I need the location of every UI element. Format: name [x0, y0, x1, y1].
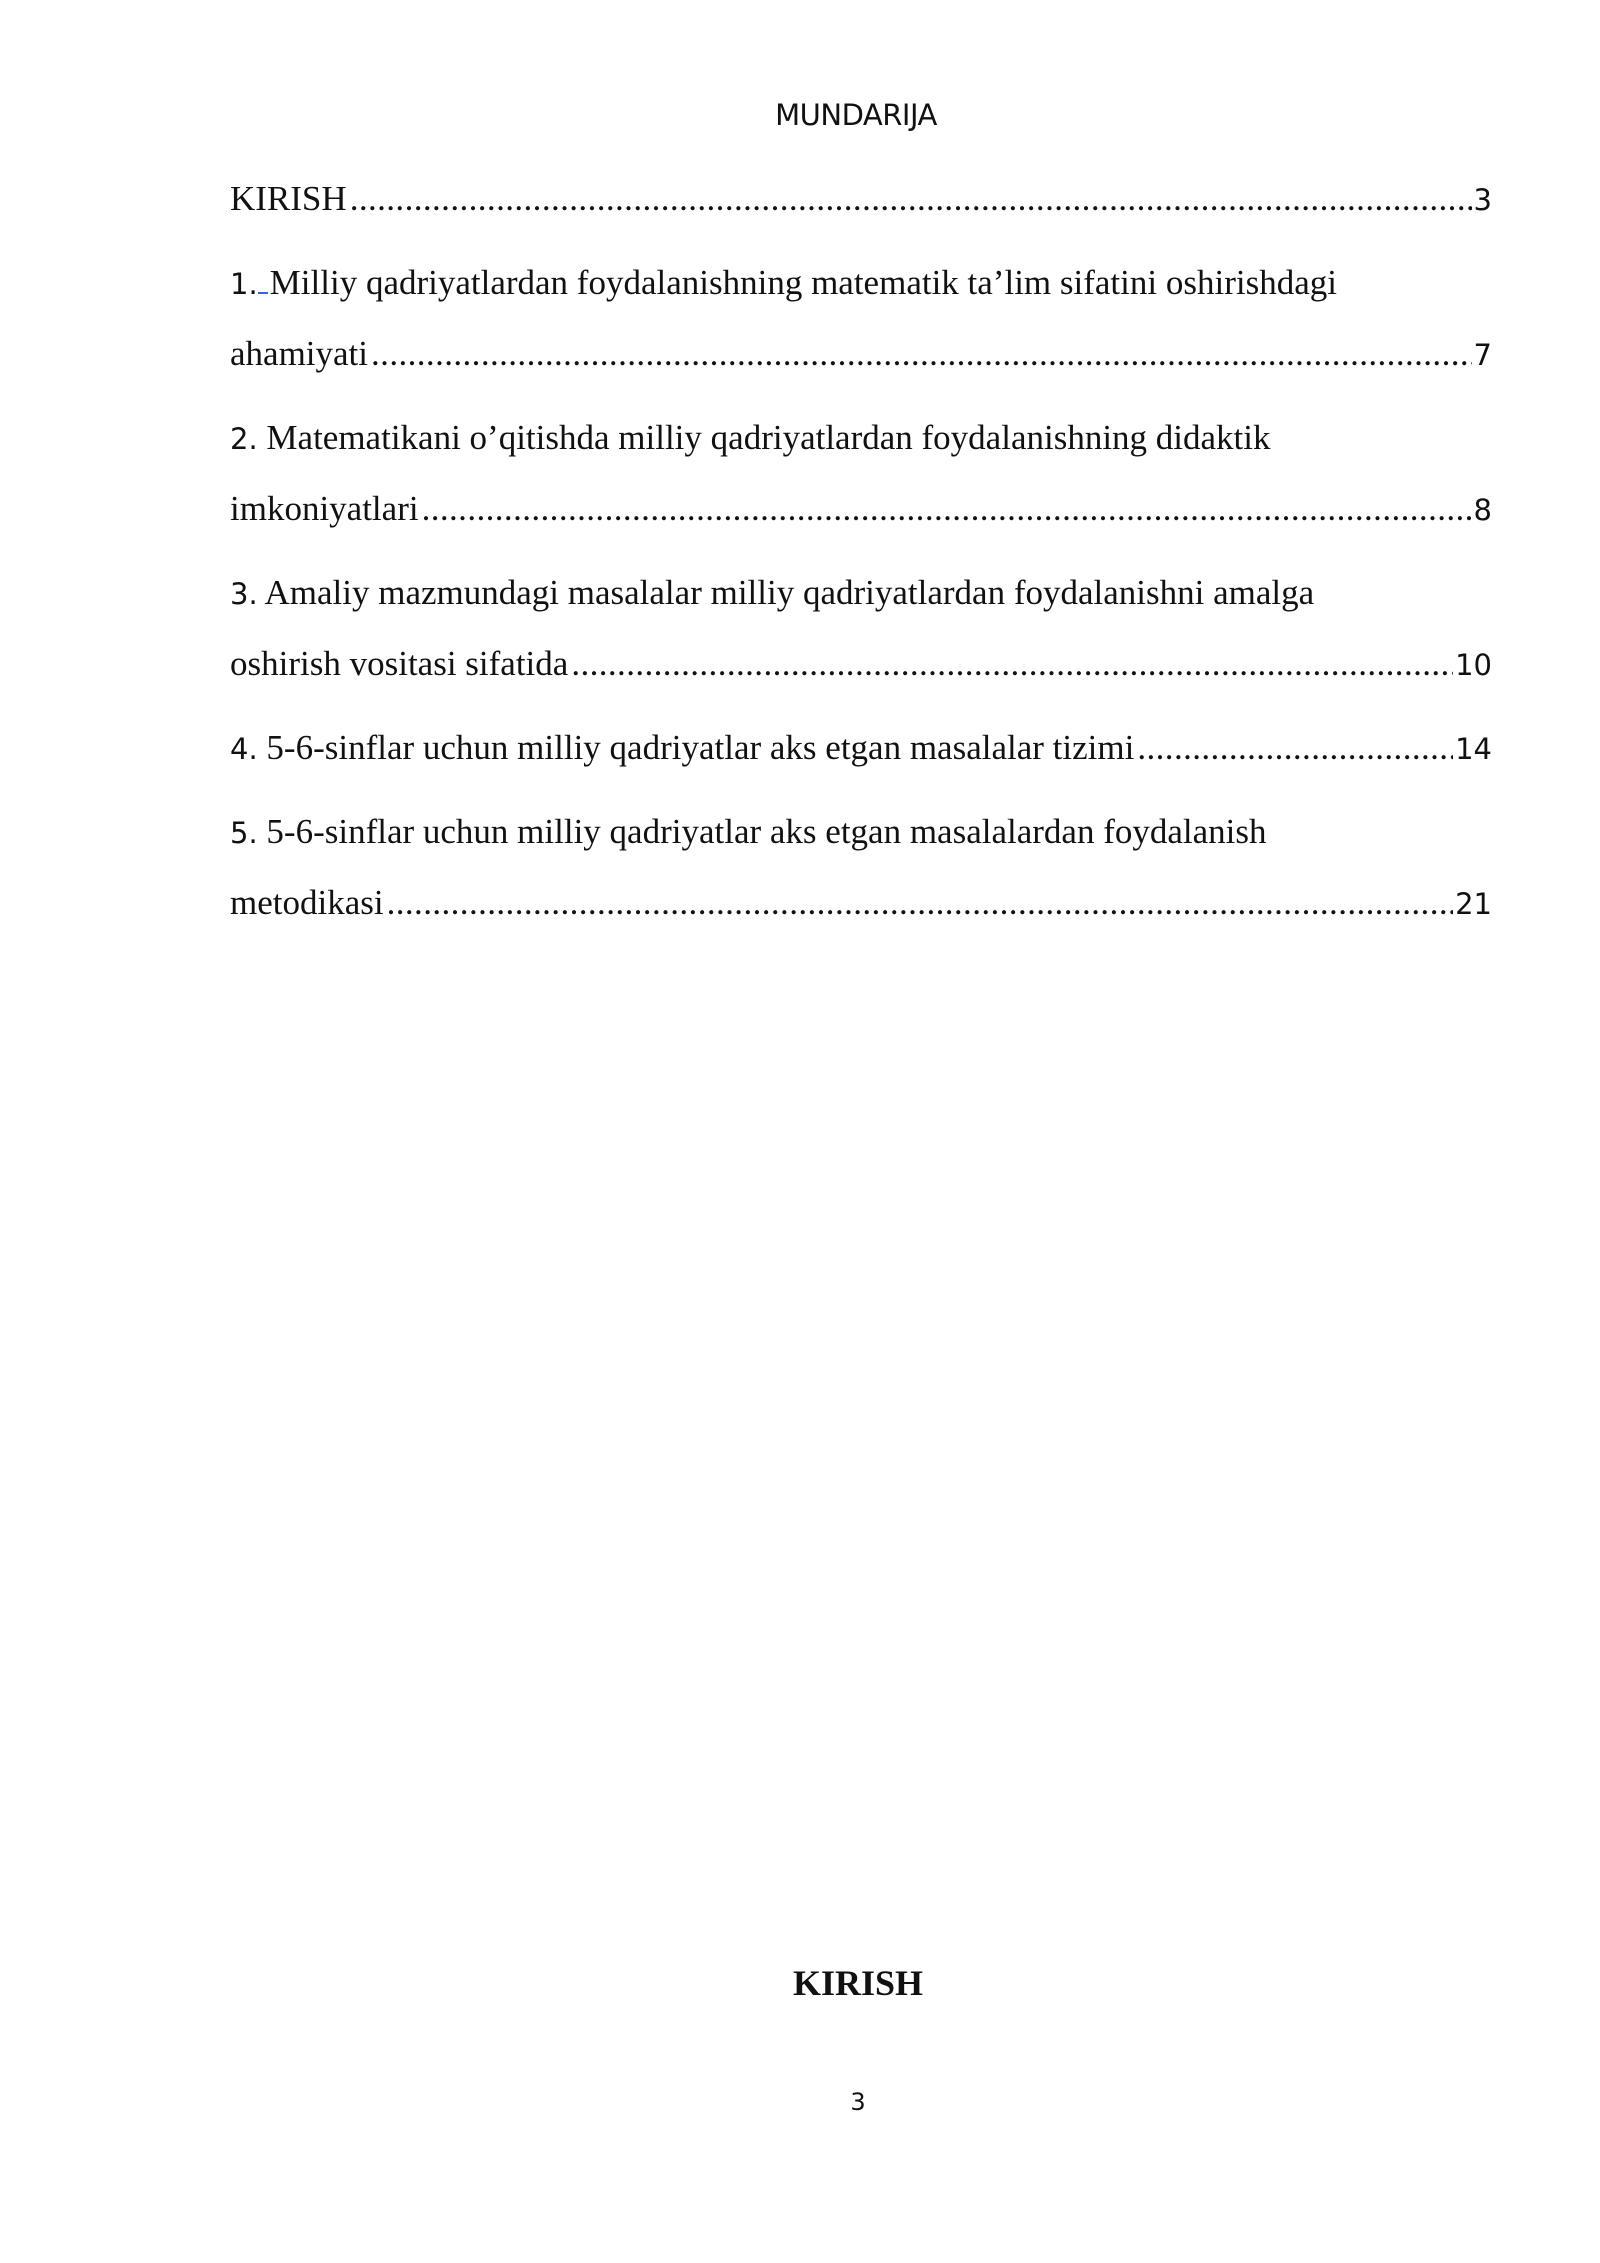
- toc-entry[interactable]: [230, 797, 1492, 939]
- toc-entry-last-line: [230, 164, 1492, 235]
- toc-entry-text-wrap: [230, 319, 368, 389]
- toc-entry-last-line: [230, 319, 1492, 390]
- dot-leader: [350, 164, 1472, 234]
- toc-entry-number: 4.: [230, 732, 258, 766]
- toc-entry-text: Milliy qadriyatlardan foydalanishning matematik ta’lim sifatini oshirishdagi: [269, 263, 1337, 302]
- toc-entry-text: KIRISH: [230, 179, 347, 218]
- toc-entry-last-line: [230, 868, 1492, 939]
- section-title: KIRISH: [792, 1963, 924, 2003]
- toc-entry-text-wrap: [230, 868, 384, 938]
- toc-entry-text: 5-6-sinflar uchun milliy qadriyatlar aks etgan masalalardan foydalanish: [266, 812, 1267, 851]
- toc-entry-text: imkoniyatlari: [230, 489, 419, 528]
- toc-entry-line: [230, 558, 1492, 629]
- toc-entry-page: 21: [1455, 887, 1492, 921]
- dot-leader: [387, 868, 1454, 938]
- dot-leader: [571, 629, 1453, 699]
- toc-entry-number: 5.: [230, 816, 258, 850]
- toc-entry-page: 14: [1455, 732, 1492, 766]
- toc-entry[interactable]: [230, 713, 1492, 784]
- page-number: 3: [850, 2088, 866, 2116]
- toc-entry-page: 3: [1473, 183, 1492, 217]
- toc-entry-number: 1.: [230, 267, 258, 301]
- link-marker-icon: [258, 292, 268, 294]
- toc-entry[interactable]: [230, 248, 1492, 390]
- dot-leader: [371, 319, 1472, 389]
- toc-entry[interactable]: [230, 558, 1492, 700]
- toc-entry-line: [230, 797, 1492, 868]
- toc-entry-text: oshirish vositasi sifatida: [230, 644, 569, 683]
- toc-entry-text-wrap: [230, 474, 419, 544]
- toc-entry[interactable]: [230, 403, 1492, 545]
- toc-entry-text: metodikasi: [230, 883, 384, 922]
- toc-heading: MUNDARIJA: [775, 98, 937, 132]
- toc-entry-text-wrap: [230, 713, 1134, 784]
- dot-leader: [422, 474, 1472, 544]
- toc-entry-page: 8: [1473, 493, 1492, 527]
- toc-entry-last-line: [230, 474, 1492, 545]
- toc-entry-page: 7: [1473, 338, 1492, 372]
- toc-entry-number: 2.: [230, 422, 258, 456]
- toc-entry-line: [230, 248, 1492, 319]
- toc-entry-last-line: [230, 713, 1492, 784]
- toc-entry-text: Matematikani o’qitishda milliy qadriyatlardan foydalanishning didaktik: [266, 418, 1271, 457]
- toc-entry-text: ahamiyati: [230, 334, 369, 373]
- toc-entry-text-wrap: [230, 164, 347, 234]
- dot-leader: [1137, 713, 1453, 783]
- toc-entry-text: 5-6-sinflar uchun milliy qadriyatlar aks etgan masalalar tizimi: [266, 728, 1135, 767]
- toc-entry[interactable]: [230, 164, 1492, 235]
- toc-entry-last-line: [230, 629, 1492, 700]
- toc-entry-page: 10: [1455, 648, 1492, 682]
- toc-entry-text-wrap: [230, 629, 568, 699]
- toc-entry-number: 3.: [230, 577, 258, 611]
- toc-entry-line: [230, 403, 1492, 474]
- table-of-contents: [230, 164, 1492, 952]
- toc-entry-text: Amaliy mazmundagi masalalar milliy qadriyatlardan foydalanishni amalga: [264, 573, 1315, 612]
